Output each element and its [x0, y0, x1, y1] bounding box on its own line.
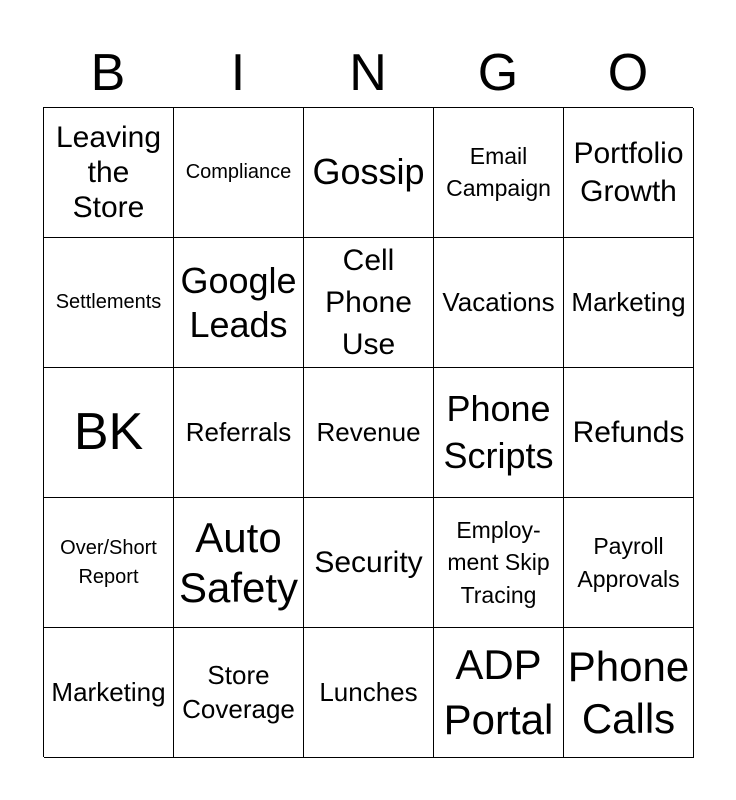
cell-label: Portfolio Growth — [573, 137, 684, 208]
cell-label: Leaving the Store — [55, 120, 162, 225]
cell-label: Auto Safety — [178, 513, 299, 611]
cell-label: Revenue — [316, 417, 421, 448]
bingo-cell[interactable] — [174, 238, 304, 368]
cell-label: Google Leads — [180, 260, 297, 345]
bingo-cell[interactable] — [44, 498, 174, 628]
bingo-cell[interactable] — [304, 498, 434, 628]
cell-label: Email Campaign — [446, 143, 551, 201]
bingo-cell[interactable] — [434, 368, 564, 498]
cell-label: ADP Portal — [443, 640, 554, 743]
cell-label: Over/Short Report — [60, 536, 157, 588]
cell-label: Marketing — [571, 287, 686, 318]
cell-label: Referrals — [185, 417, 292, 448]
bingo-cell[interactable] — [434, 108, 564, 238]
bingo-cell[interactable] — [564, 628, 694, 758]
header-letter-i: I — [230, 44, 246, 102]
bingo-cell[interactable] — [304, 628, 434, 758]
bingo-cell[interactable] — [304, 108, 434, 238]
bingo-header — [43, 40, 693, 106]
bingo-cell[interactable] — [564, 108, 694, 238]
bingo-cell[interactable] — [174, 628, 304, 758]
cell-label: Marketing — [51, 677, 166, 708]
cell-label: Payroll Approvals — [577, 533, 680, 592]
header-letter-o: O — [607, 44, 649, 102]
cell-label: Vacations — [442, 287, 555, 318]
header-letter-b: B — [90, 44, 126, 102]
cell-label: Phone Calls — [567, 643, 690, 742]
bingo-cell[interactable] — [304, 368, 434, 498]
bingo-cell[interactable] — [44, 238, 174, 368]
cell-label: Compliance — [185, 160, 292, 183]
bingo-cell[interactable] — [174, 368, 304, 498]
bingo-cell[interactable] — [564, 368, 694, 498]
cell-label: Refunds — [572, 415, 685, 449]
bingo-cell[interactable] — [434, 498, 564, 628]
bingo-cell[interactable] — [434, 238, 564, 368]
bingo-cell[interactable] — [174, 108, 304, 238]
cell-label: Phone Scripts — [443, 387, 554, 476]
bingo-cell[interactable] — [304, 238, 434, 368]
bingo-cell[interactable] — [174, 498, 304, 628]
cell-label: BK — [73, 403, 144, 462]
bingo-cell[interactable] — [564, 498, 694, 628]
bingo-cell[interactable] — [434, 628, 564, 758]
bingo-cell[interactable] — [44, 628, 174, 758]
cell-label: Gossip — [312, 151, 425, 193]
cell-label: Settlements — [55, 290, 162, 313]
bingo-cell[interactable] — [564, 238, 694, 368]
header-letter-g: G — [477, 44, 519, 102]
header-letter-n: N — [349, 44, 387, 102]
cell-label: Employ-ment Skip Tracing — [447, 516, 550, 608]
bingo-board — [43, 107, 693, 757]
cell-label: Lunches — [319, 677, 418, 708]
cell-label: Store Coverage — [182, 659, 295, 724]
cell-label: Cell Phone Use — [325, 243, 412, 361]
bingo-cell[interactable] — [44, 368, 174, 498]
cell-label: Security — [314, 545, 423, 579]
bingo-cell[interactable] — [44, 108, 174, 238]
